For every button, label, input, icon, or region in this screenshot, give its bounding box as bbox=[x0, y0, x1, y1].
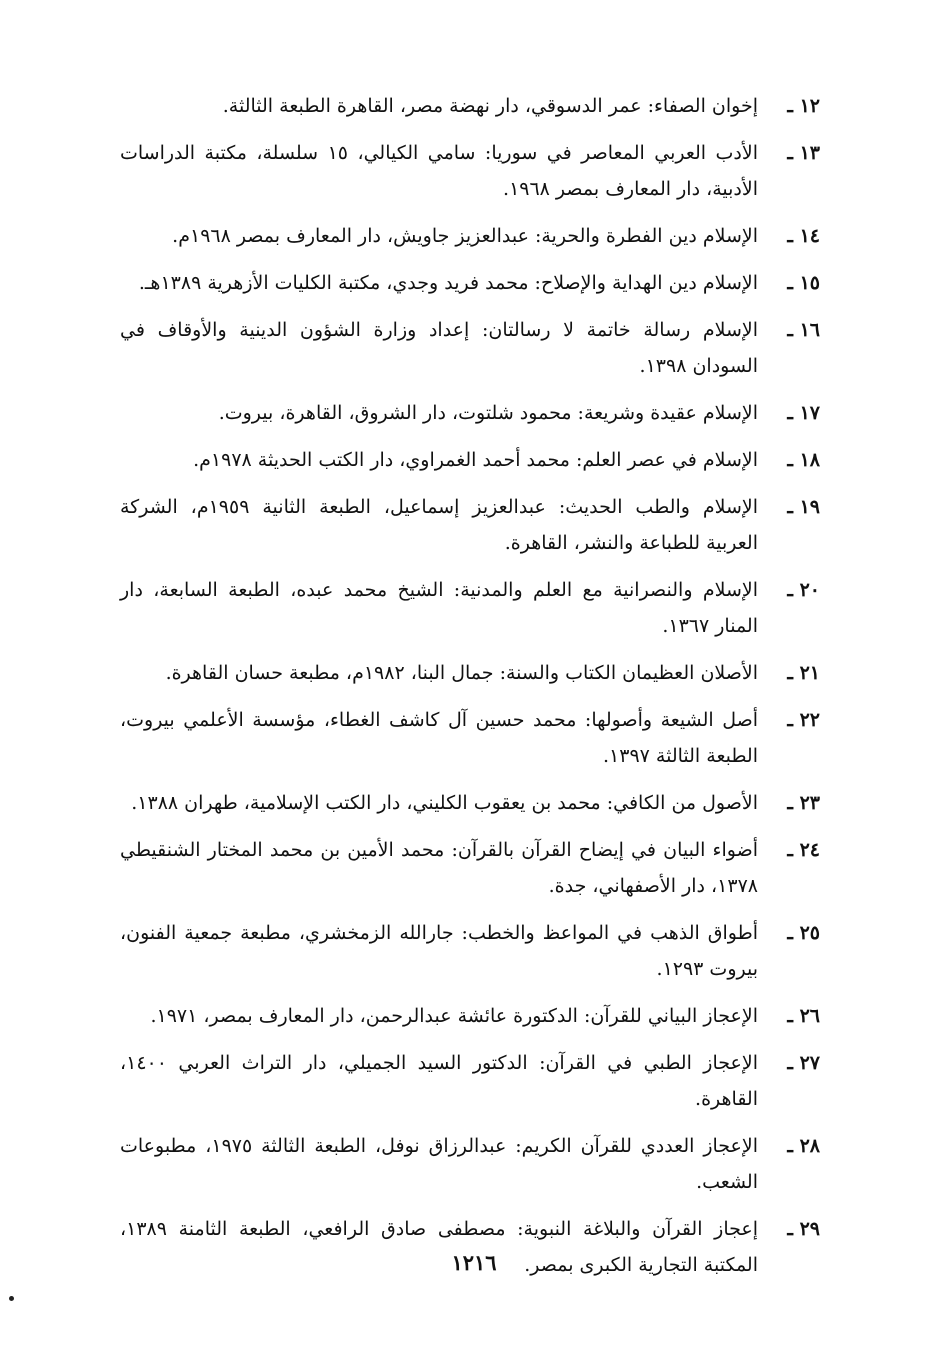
entry-number: ١٧ ـ bbox=[787, 402, 820, 424]
bibliography-entry bbox=[120, 135, 820, 207]
bibliography-entry bbox=[120, 1045, 820, 1117]
entry-number: ٢٤ ـ bbox=[787, 839, 820, 861]
entry-text: الإعجاز العددي للقرآن الكريم: عبدالرزاق نوفل، الطبعة الثالثة ١٩٧٥، مطبوعات الشعب. bbox=[120, 1135, 759, 1193]
entry-number: ١٤ ـ bbox=[787, 225, 820, 247]
bibliography-entry bbox=[120, 655, 820, 691]
bibliography-list bbox=[120, 88, 820, 1294]
entry-text: إعجاز القرآن والبلاغة النبوية: مصطفى صادق الرافعي، الطبعة الثامنة ١٣٨٩، المكتبة التجارية الكبرى بمصر. bbox=[120, 1218, 758, 1276]
bibliography-entry bbox=[120, 265, 820, 301]
entry-text: الإسلام دين الفطرة والحرية: عبدالعزيز جاويش، دار المعارف بمصر ١٩٦٨م. bbox=[172, 225, 758, 247]
entry-text: الأصلان العظيمان الكتاب والسنة: جمال البنا، ١٩٨٢م، مطبعة حسان القاهرة. bbox=[165, 662, 758, 684]
bibliography-entry bbox=[120, 915, 820, 987]
entry-text: الإسلام في عصر العلم: محمد أحمد الغمراوي، دار الكتب الحديثة ١٩٧٨م. bbox=[193, 449, 758, 471]
bibliography-entry bbox=[120, 489, 820, 561]
bibliography-entry bbox=[120, 1128, 820, 1200]
scan-speck bbox=[9, 1296, 14, 1301]
page-number: ١٢١٦ bbox=[451, 1250, 497, 1275]
entry-number: ٢٧ ـ bbox=[787, 1052, 820, 1074]
entry-number: ٢٦ ـ bbox=[787, 1005, 820, 1027]
bibliography-entry bbox=[120, 702, 820, 774]
entry-text: الإسلام رسالة خاتمة لا رسالتان: إعداد وزارة الشؤون الدينية والأوقاف في السودان ١٣٩٨. bbox=[120, 319, 758, 377]
entry-number: ١٩ ـ bbox=[787, 496, 820, 518]
entry-text: الأدب العربي المعاصر في سوريا: سامي الكيالي، ١٥ سلسلة، مكتبة الدراسات الأدبية، دار المعارف بمصر ١٩٦٨. bbox=[120, 142, 758, 200]
bibliography-entry bbox=[120, 312, 820, 384]
bibliography-entry bbox=[120, 998, 820, 1034]
entry-number: ١٨ ـ bbox=[787, 449, 820, 471]
entry-text: الإعجاز الطبي في القرآن: الدكتور السيد الجميلي، دار التراث العربي ١٤٠٠، القاهرة. bbox=[120, 1052, 758, 1110]
bibliography-entry bbox=[120, 442, 820, 478]
bibliography-entry bbox=[120, 88, 820, 124]
entry-number: ٢١ ـ bbox=[787, 662, 820, 684]
entry-number: ١٢ ـ bbox=[787, 95, 820, 117]
bibliography-entry bbox=[120, 572, 820, 644]
entry-text: الإسلام دين الهداية والإصلاح: محمد فريد وجدي، مكتبة الكليات الأزهرية ١٣٨٩هـ. bbox=[138, 272, 758, 294]
entry-text: أضواء البيان في إيضاح القرآن بالقرآن: محمد الأمين بن محمد المختار الشنقيطي ١٣٧٨، دار الأصفهاني، جدة. bbox=[120, 839, 758, 897]
entry-text: الإعجاز البياني للقرآن: الدكتورة عائشة عبدالرحمن، دار المعارف بمصر، ١٩٧١. bbox=[150, 1005, 758, 1027]
entry-number: ٢٥ ـ bbox=[787, 922, 820, 944]
bibliography-entry bbox=[120, 218, 820, 254]
entry-text: الإسلام عقيدة وشريعة: محمود شلتوت، دار الشروق، القاهرة، بيروت. bbox=[218, 402, 758, 424]
entry-text: الإسلام والطب الحديث: عبدالعزيز إسماعيل، الطبعة الثانية ١٩٥٩م، الشركة العربية للطباعة والنشر، القاهرة. bbox=[120, 496, 759, 554]
bibliography-entry bbox=[120, 395, 820, 431]
bibliography-entry bbox=[120, 785, 820, 821]
entry-number: ٢٠ ـ bbox=[787, 579, 820, 601]
entry-text: إخوان الصفاء: عمر الدسوقي، دار نهضة مصر، القاهرة الطبعة الثالثة. bbox=[222, 95, 758, 117]
entry-number: ٢٢ ـ bbox=[787, 709, 820, 731]
entry-number: ١٣ ـ bbox=[787, 142, 820, 164]
entry-text: الأصول من الكافي: محمد بن يعقوب الكليني، دار الكتب الإسلامية، طهران ١٣٨٨. bbox=[131, 792, 758, 814]
entry-number: ١٦ ـ bbox=[787, 319, 820, 341]
entry-text: الإسلام والنصرانية مع العلم والمدنية: الشيخ محمد عبده، الطبعة السابعة، دار المنار ١٣٦٧. bbox=[120, 579, 758, 637]
entry-number: ٢٩ ـ bbox=[787, 1218, 820, 1240]
entry-text: أطواق الذهب في المواعظ والخطب: جارالله الزمخشري، مطبعة جمعية الفنون، بيروت ١٢٩٣. bbox=[120, 922, 758, 980]
entry-number: ٢٨ ـ bbox=[787, 1135, 820, 1157]
entry-number: ١٥ ـ bbox=[787, 272, 820, 294]
bibliography-entry bbox=[120, 832, 820, 904]
entry-number: ٢٣ ـ bbox=[787, 792, 820, 814]
entry-text: أصل الشيعة وأصولها: محمد حسين آل كاشف الغطاء، مؤسسة الأعلمي بيروت، الطبعة الثالثة ١٣٩٧. bbox=[120, 709, 758, 767]
